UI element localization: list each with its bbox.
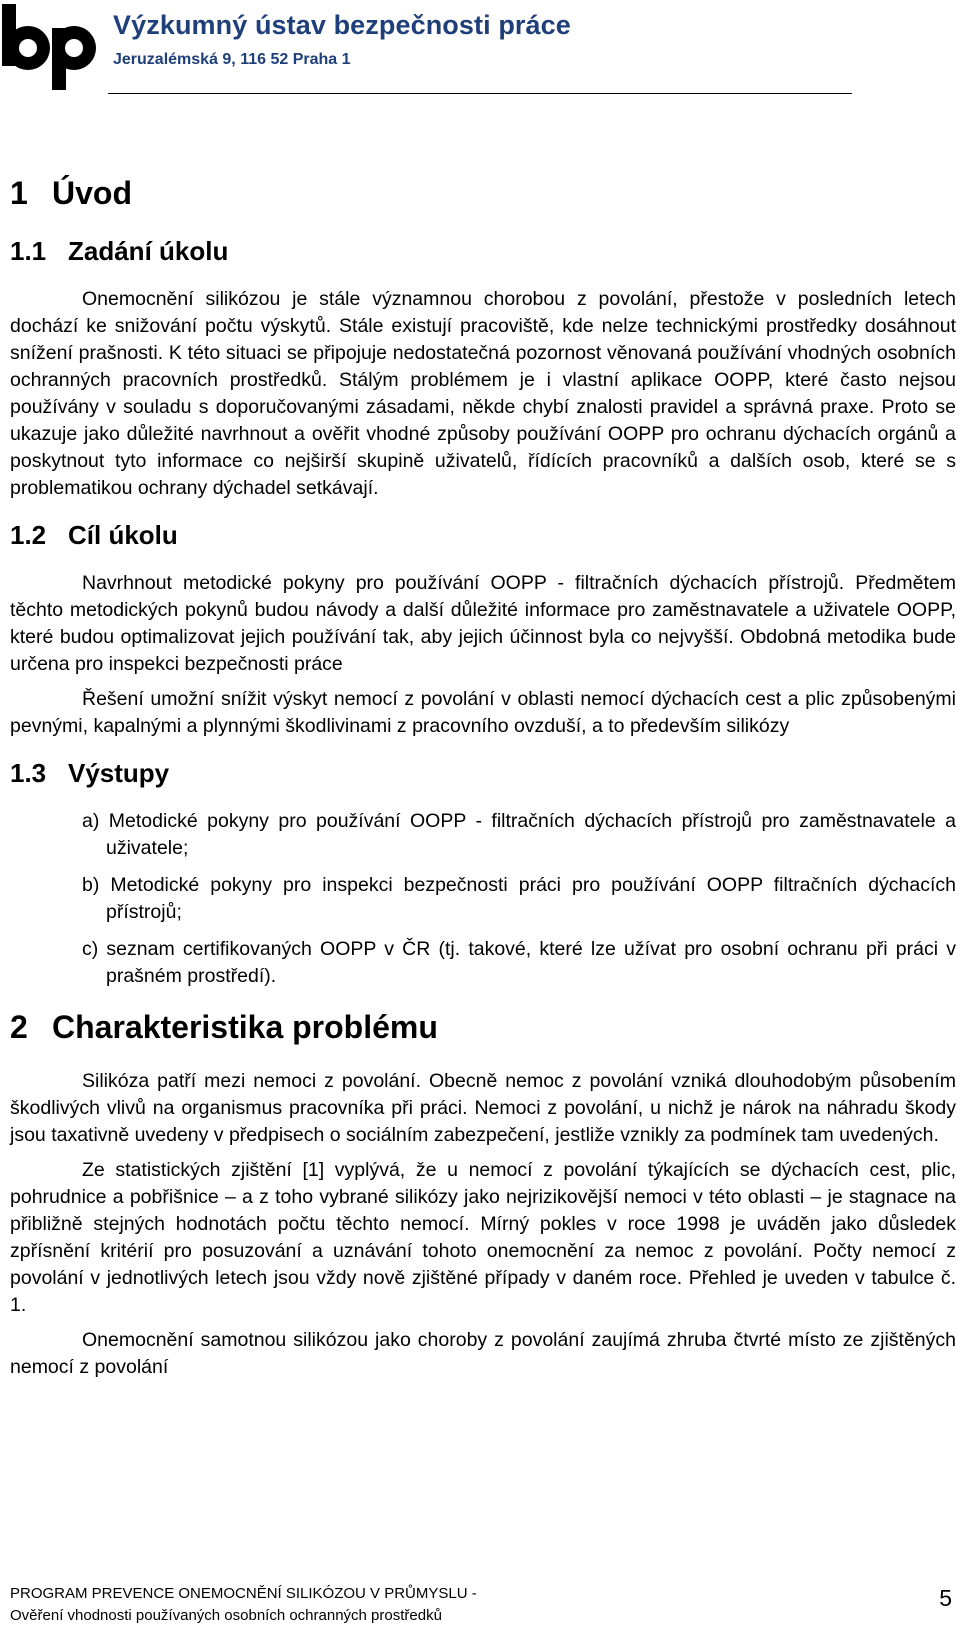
paragraph: Onemocnění samotnou silikózou jako choroby z povolání zaujímá zhruba čtvrté místo ze zjištěných nemocí z povolání — [10, 1329, 956, 1378]
organization-name: Výzkumný ústav bezpečnosti práce — [113, 10, 571, 40]
heading-2 — [10, 1006, 956, 1048]
list-item: c) seznam certifikovaných OOPP v ČR (tj. takové, které lze užívat pro osobní ochranu při práci v prašném prostředí). — [82, 938, 956, 987]
footer-subtitle: Ověření vhodnosti používaných osobních ochranných prostředků — [10, 1607, 442, 1624]
heading-1-1 — [10, 234, 956, 268]
organization-address: Jeruzalémská 9, 116 52 Praha 1 — [113, 51, 351, 68]
list-item: a) Metodické pokyny pro používání OOPP - filtračních dýchacích přístrojů pro zaměstnavatele a uživatele; — [82, 810, 956, 859]
paragraph: Řešení umožní snížit výskyt nemocí z povolání v oblasti nemocí dýchacích cest a plic způsobenými pevnými, kapalnými a plynnými škodlivinami z pracovního ovzduší, a to především silikózy — [10, 688, 956, 737]
heading-number: 2 — [10, 1009, 28, 1045]
paragraph: Silikóza patří mezi nemoci z povolání. Obecně nemoc z povolání vzniká dlouhodobým působením škodlivých vlivů na organismus pracovníka při práci. Nemoci z povolání, u nichž je nárok na náhradu škody jsou taxativně uvedeny v předpisech o sociálním zabezpečení, jestliže vznikly za podmínek tam uvedených. — [10, 1070, 956, 1146]
footer-program-title: PROGRAM PREVENCE ONEMOCNĚNÍ SILIKÓZOU V PRŮMYSLU - — [10, 1585, 477, 1602]
outputs-list — [10, 808, 956, 990]
page-footer — [10, 1585, 956, 1635]
heading-1 — [10, 172, 956, 214]
heading-1-2 — [10, 518, 956, 552]
heading-title: Charakteristika problému — [52, 1009, 438, 1045]
list-item: b) Metodické pokyny pro inspekci bezpečnosti práci pro používání OOPP filtračních dýchacích přístrojů; — [82, 874, 956, 923]
heading-title: Zadání úkolu — [68, 236, 229, 266]
paragraph: Ze statistických zjištění [1] vyplývá, že u nemocí z povolání týkajících se dýchacích cest, plic, pohrudnice a pobřišnice – a z toho vybrané silikózy jako nejrizikovější nemoci v této oblasti – je stagnace na přibližně stejných hodnotách počtu těchto nemocí. Mírný pokles v roce 1998 je uváděn jako důsledek zpřísnění kritérií pro posuzování a uznávání tohoto onemocnění za nemoc z povolání. Počty nemocí z povolání v jednotlivých letech jsou vždy nově zjištěné případy v daném roce. Přehled je uveden v tabulce č. 1. — [10, 1159, 956, 1316]
heading-1-3 — [10, 756, 956, 790]
bp-logo-icon — [2, 4, 98, 90]
paragraph: Navrhnout metodické pokyny pro používání OOPP - filtračních dýchacích přístrojů. Předmětem těchto metodických pokynů budou návody a další důležité informace pro zaměstnavatele a uživatele OOPP, které budou optimalizovat jejich používání tak, aby jejich účinnost byla co nejvyšší. Obdobná metodika bude určena pro inspekci bezpečnosti práce — [10, 572, 956, 675]
heading-number: 1.2 — [10, 520, 47, 550]
page-header — [0, 0, 960, 100]
page-number: 5 — [939, 1585, 952, 1611]
heading-number: 1.3 — [10, 758, 47, 788]
document-body — [10, 172, 956, 1389]
heading-title: Cíl úkolu — [68, 520, 178, 550]
header-divider — [108, 93, 852, 94]
heading-number: 1 — [10, 175, 28, 211]
heading-title: Úvod — [52, 175, 132, 211]
heading-number: 1.1 — [10, 236, 47, 266]
heading-title: Výstupy — [68, 758, 170, 788]
paragraph: Onemocnění silikózou je stále významnou chorobou z povolání, přestože v posledních letech dochází ke snižování počtu výskytů. Stále existují pracoviště, kde nelze technickými prostředky dosáhnout snížení prašnosti. K této situaci se připojuje nedostatečná pozornost věnovaná používání vhodných osobních ochranných pracovních prostředků. Stálým problémem je i vlastní aplikace OOPP, které často nejsou používány v souladu s doporučovanými zásadami, někde chybí znalosti pravidel a správná praxe. Proto se ukazuje jako důležité navrhnout a ověřit vhodné způsoby používání OOPP pro ochranu dýchacích orgánů a poskytnout tyto informace co nejširší skupině uživatelů, řídících pracovníků a dalších osob, které se s problematikou ochrany dýchadel setkávají. — [10, 288, 956, 499]
